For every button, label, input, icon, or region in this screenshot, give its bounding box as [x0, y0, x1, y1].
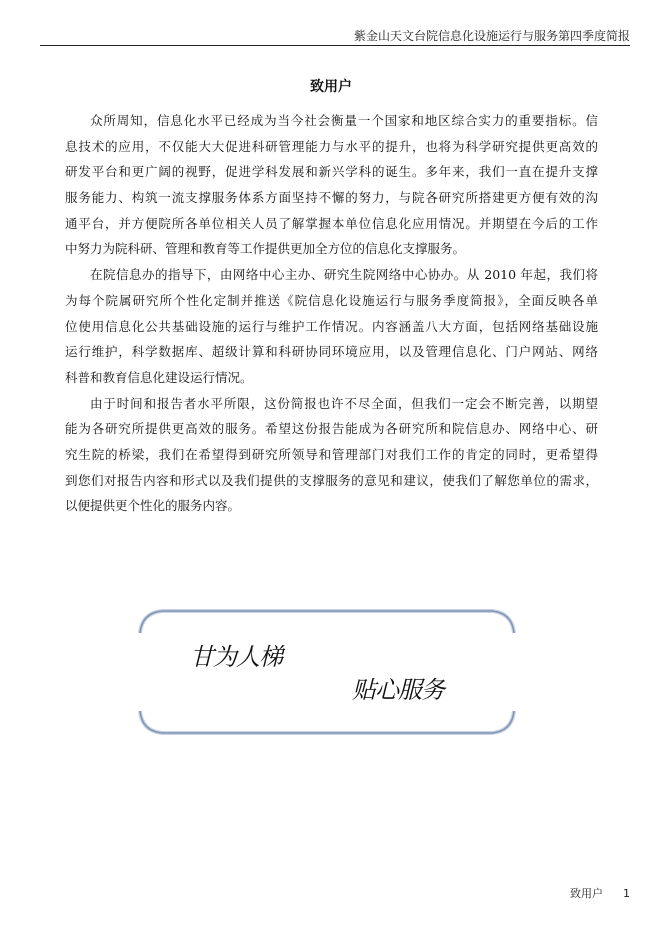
text-line: 通平台，并方便院所各单位相关人员了解掌握本单位信息化应用情况。并期望在今后的工作 [65, 215, 598, 231]
text-line: 以便提供更个性化的服务内容。 [65, 498, 241, 514]
slogan-line-1: 甘为人梯 [190, 643, 282, 671]
text-line: 中努力为院科研、管理和教育等工作提供更加全方位的信息化支撑服务。 [65, 241, 466, 257]
paragraph [65, 262, 598, 390]
text-line: 位使用信息化公共基础设施的运行与维护工作情况。内容涵盖八大方面，包括网络基础设施 [65, 318, 598, 334]
page-title: 致用户 [310, 79, 352, 95]
text-line: 在院信息办的指导下，由网络中心主办、研究生院网络中心协办。从 2010 年起，我们将 [90, 267, 598, 283]
page-number: 1 [623, 887, 630, 900]
banner-frame [136, 603, 518, 741]
text-line: 研发平台和更广阔的视野，促进学科发展和新兴学科的诞生。多年来，我们一直在提升支撑 [65, 164, 598, 180]
paragraph [65, 391, 598, 519]
running-header: 紫金山天文台院信息化设施运行与服务第四季度简报 [40, 28, 630, 46]
page-footer [550, 885, 630, 901]
text-line: 息技术的应用，不仅能大大促进科研管理能力与水平的提升，也将为科学研究提供更高效的 [65, 138, 598, 154]
slogan-line-2: 贴心服务 [352, 676, 444, 704]
text-line: 科普和教育信息化建设运行情况。 [65, 369, 253, 385]
footer-section: 致用户 [570, 887, 603, 900]
letter-body [65, 108, 598, 519]
text-line: 能为各研究所提供更高效的服务。希望这份报告能成为各研究所和院信息办、网络中心、研 [65, 421, 598, 437]
slogan-banner [136, 603, 518, 741]
paragraph [65, 108, 598, 262]
text-line: 服务能力、构筑一流支撑服务体系方面坚持不懈的努力，与院各研究所搭建更方便有效的沟 [65, 190, 598, 206]
text-line: 由于时间和报告者水平所限，这份简报也许不尽全面，但我们一定会不断完善，以期望 [90, 395, 598, 411]
text-line: 到您们对报告内容和形式以及我们提供的支撑服务的意见和建议，使我们了解您单位的需求， [65, 472, 598, 488]
text-line: 究生院的桥梁，我们在希望得到研究所领导和管理部门对我们工作的肯定的同时，更希望得 [65, 446, 598, 462]
text-line: 众所周知，信息化水平已经成为当今社会衡量一个国家和地区综合实力的重要指标。信 [90, 113, 598, 128]
text-line: 运行维护，科学数据库、超级计算和科研协同环境应用，以及管理信息化、门户网站、网络 [65, 344, 598, 360]
text-line: 为每个院属研究所个性化定制并推送《院信息化设施运行与服务季度简报》，全面反映各单 [65, 292, 598, 308]
